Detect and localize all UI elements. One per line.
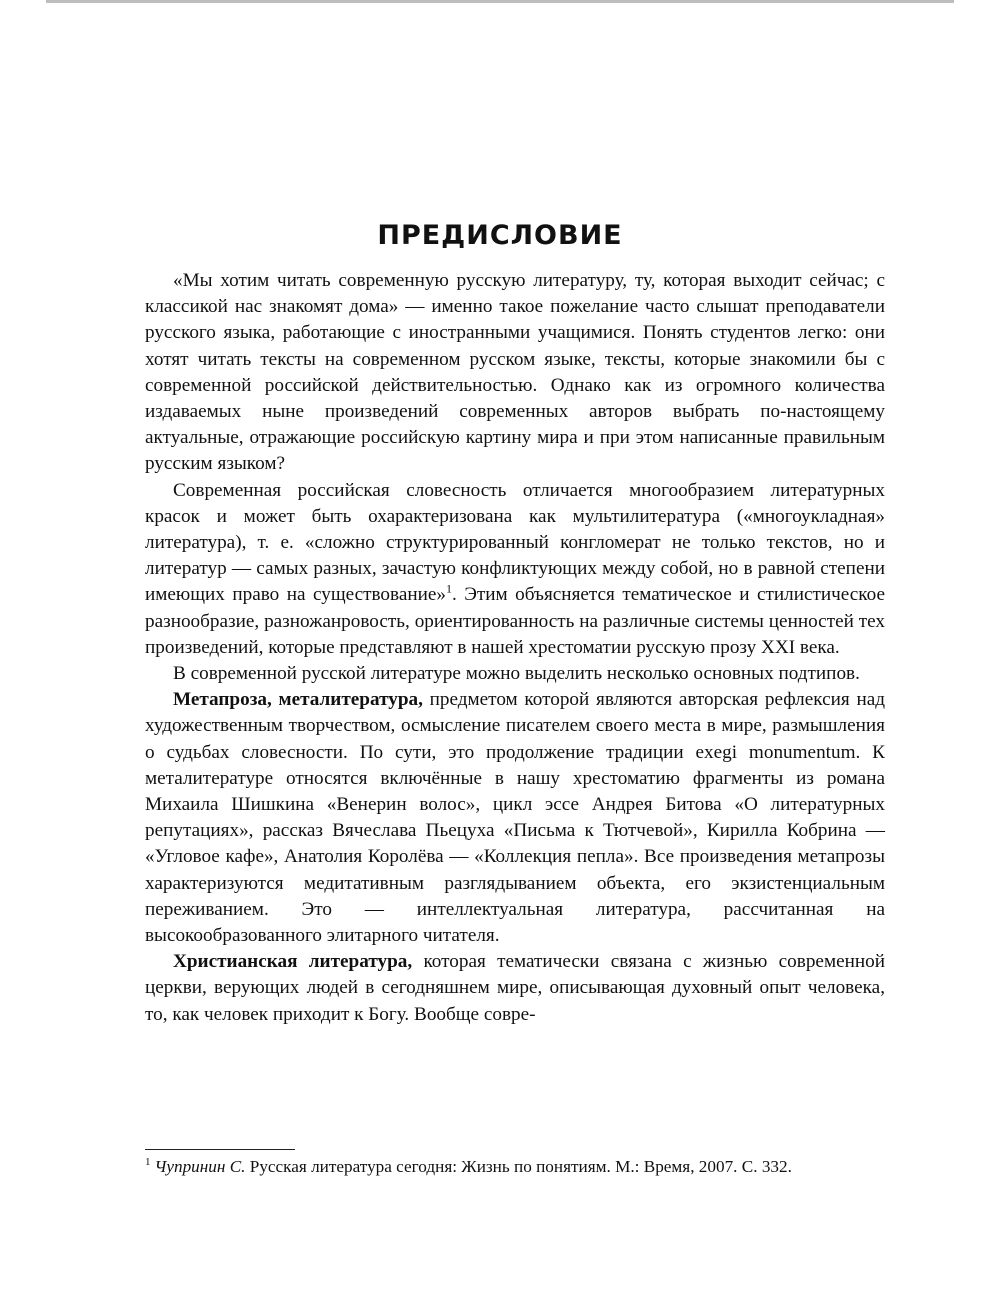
footnote-separator: [145, 1149, 295, 1150]
paragraph-text-tail: . Этим объясняется тематическое и стилистическое разнообразие, разножанровость, ориентированность на различные системы ценностей тех произведений, которые представляют в нашей хрестоматии русскую прозу XXI века.: [145, 584, 885, 658]
paragraph-metaprose: [145, 687, 885, 949]
paragraph-text: Современная российская словесность отличается многообразием литературных красок и может быть охарактеризована как мультилитература («многоукладная» литература), т. е. «сложно структурированный конгломерат не только текстов, но и литератур — самых разных, зачастую конфликтующих между собой, но в равной степени имеющих право на существование»: [145, 479, 885, 606]
paragraph-text: которая тематически связана с жизнью современной церкви, верующих людей в сегодняшнем мире, описывающая духовный опыт человека, то, как человек приходит к Богу. Вообще совре-: [145, 951, 886, 1025]
paragraph-text: предметом которой являются авторская рефлексия над художественным творчеством, осмысление писателем своего места в мире, размышления о судьбах словесности. По сути, это продолжение традиции exegi monumentum. К металитературе относятся включённые в нашу хрестоматию фрагменты из романа Михаила Шишкина «Венерин волос», цикл эссе Андрея Битова «О литературных репутациях», рассказ Вячеслава Пьецуха «Письма к Тютчевой», Кирилла Кобрина — «Угловое кафе», Анатолия Королёва — «Коллекция пепла». Все произведения метапрозы характеризуются медитативным разглядыванием объекта, его экзистенциальным переживанием. Это — интеллектуальная литература, рассчитанная на высокообразованного элитарного читателя.: [145, 689, 885, 947]
top-border-line: [46, 0, 954, 3]
paragraph-christian-literature: [145, 949, 885, 1028]
paragraph-subtypes: В современной русской литературе можно выделить несколько основных подтипов.: [173, 663, 860, 685]
footnote-reference[interactable]: 1: [445, 582, 452, 597]
footnote: [145, 1153, 885, 1180]
footnote-author: Чупринин С.: [154, 1157, 246, 1176]
paragraph-multiliterature: [145, 478, 885, 661]
main-text: [145, 268, 885, 1028]
term-metaprose: Метапроза, металитература,: [173, 689, 423, 711]
footnote-mark: 1: [145, 1156, 151, 1169]
page-title: ПРЕДИСЛОВИЕ: [377, 220, 623, 251]
footnote-text: Русская литература сегодня: Жизнь по понятиям. М.: Время, 2007. С. 332.: [245, 1157, 792, 1176]
term-christian-literature: Христианская литература,: [173, 951, 413, 973]
paragraph-intro: «Мы хотим читать современную русскую литературу, ту, которая выходит сейчас; с классикой нас знакомят дома» — именно такое пожелание часто слышат преподаватели русского языка, работающие с иностранными учащимися. Понять студентов легко: они хотят читать тексты на современном русском языке, тексты, которые знакомили бы с современной российской действительностью. Однако как из огромного количества издаваемых ныне произведений современных авторов выбрать по-настоящему актуальные, отражающие российскую картину мира и при этом написанные правильным русским языком?: [145, 270, 885, 475]
